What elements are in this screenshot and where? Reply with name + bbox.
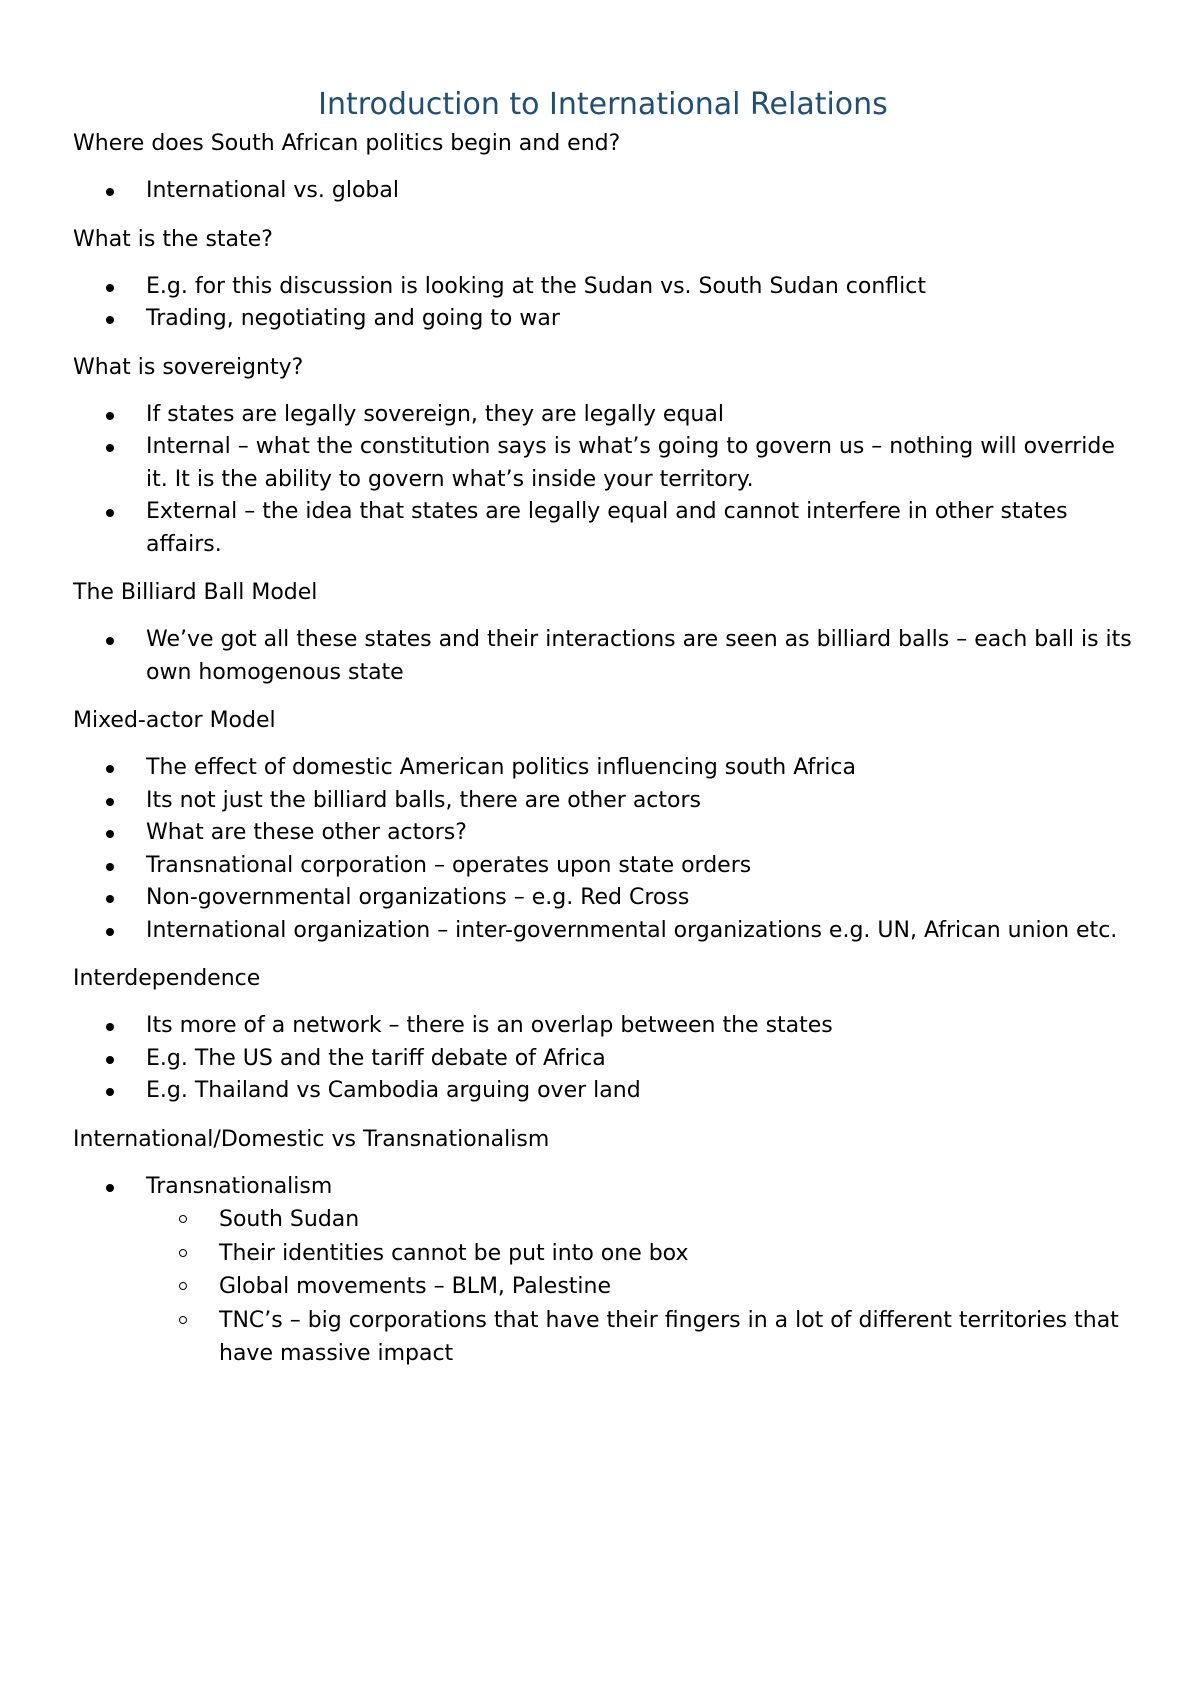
- list-item-text: E.g. The US and the tariff debate of Africa: [146, 1045, 606, 1071]
- list-item: [73, 882, 1133, 915]
- list-item: [73, 752, 1133, 785]
- list-item: [73, 271, 1133, 304]
- list-item-text: We’ve got all these states and their interactions are seen as billiard balls – each ball is its own homogenous state: [146, 627, 1132, 685]
- section-heading: The Billiard Ball Model: [73, 580, 318, 605]
- document-page: [73, 86, 1133, 1387]
- list-item-text: International organization – inter-governmental organizations e.g. UN, African union etc.: [146, 917, 1118, 943]
- list-item-text: The effect of domestic American politics influencing south Africa: [146, 755, 856, 780]
- bullet-list: [73, 1171, 1133, 1371]
- list-item-text: Transnationalism: [146, 1173, 333, 1199]
- bullet-list: [73, 271, 1133, 336]
- bullet-list: [73, 1010, 1133, 1108]
- list-item: [73, 496, 1133, 561]
- list-item-text: International vs. global: [146, 178, 399, 203]
- section-heading: Mixed-actor Model: [73, 708, 276, 733]
- sub-list-item-text: TNC’s – big corporations that have their fingers in a lot of different territories that have massive impact: [219, 1307, 1119, 1366]
- list-item-text: Non-governmental organizations – e.g. Red Cross: [146, 885, 690, 910]
- list-item-text: E.g. Thailand vs Cambodia arguing over land: [146, 1078, 641, 1103]
- section-heading: What is the state?: [73, 226, 273, 252]
- list-item: [73, 850, 1133, 883]
- list-item-text: Its not just the billiard balls, there are other actors: [146, 787, 701, 813]
- list-item: [73, 431, 1133, 496]
- list-item-text: Internal – what the constitution says is what’s going to govern us – nothing will override it. It is the ability to govern what’s inside your territory.: [146, 434, 1115, 492]
- list-item: [73, 399, 1133, 432]
- sub-list-item-text: South Sudan: [219, 1207, 360, 1232]
- section-heading: Where does South African politics begin and end?: [73, 131, 621, 156]
- sub-list-item: [146, 1304, 1133, 1371]
- section-heading: International/Domestic vs Transnationalism: [73, 1126, 550, 1152]
- sub-list-item-text: Their identities cannot be put into one box: [219, 1240, 689, 1266]
- list-item-text: What are these other actors?: [146, 820, 467, 845]
- section-heading: Interdependence: [73, 966, 261, 991]
- list-item-text: Trading, negotiating and going to war: [146, 306, 560, 331]
- list-item: [73, 624, 1133, 689]
- sub-list-item: [146, 1203, 1133, 1237]
- list-item: [73, 175, 1133, 208]
- list-item-text: If states are legally sovereign, they are legally equal: [146, 401, 724, 427]
- list-item-text: E.g. for this discussion is looking at the Sudan vs. South Sudan conflict: [146, 273, 926, 299]
- list-item: [73, 1043, 1133, 1076]
- sub-list-item: [146, 1270, 1133, 1304]
- sub-list-item: [146, 1237, 1133, 1271]
- list-item-text: Its more of a network – there is an overlap between the states: [146, 1013, 833, 1038]
- list-item: [73, 785, 1133, 818]
- list-item: [73, 303, 1133, 336]
- list-item: [73, 915, 1133, 948]
- list-item: [73, 1075, 1133, 1108]
- bullet-list: [73, 624, 1133, 689]
- bullet-list: [73, 752, 1133, 947]
- list-item: [73, 1010, 1133, 1043]
- section-heading: What is sovereignty?: [73, 354, 304, 380]
- list-item: [73, 1171, 1133, 1371]
- list-item-text: External – the idea that states are legally equal and cannot interfere in other states affairs.: [146, 499, 1068, 557]
- bullet-list: [73, 175, 1133, 208]
- list-item-text: Transnational corporation – operates upon state orders: [146, 852, 752, 878]
- list-item: [73, 817, 1133, 850]
- sub-bullet-list: [146, 1203, 1133, 1371]
- sub-list-item-text: Global movements – BLM, Palestine: [219, 1274, 612, 1299]
- document-title: Introduction to International Relations: [318, 87, 888, 122]
- bullet-list: [73, 399, 1133, 562]
